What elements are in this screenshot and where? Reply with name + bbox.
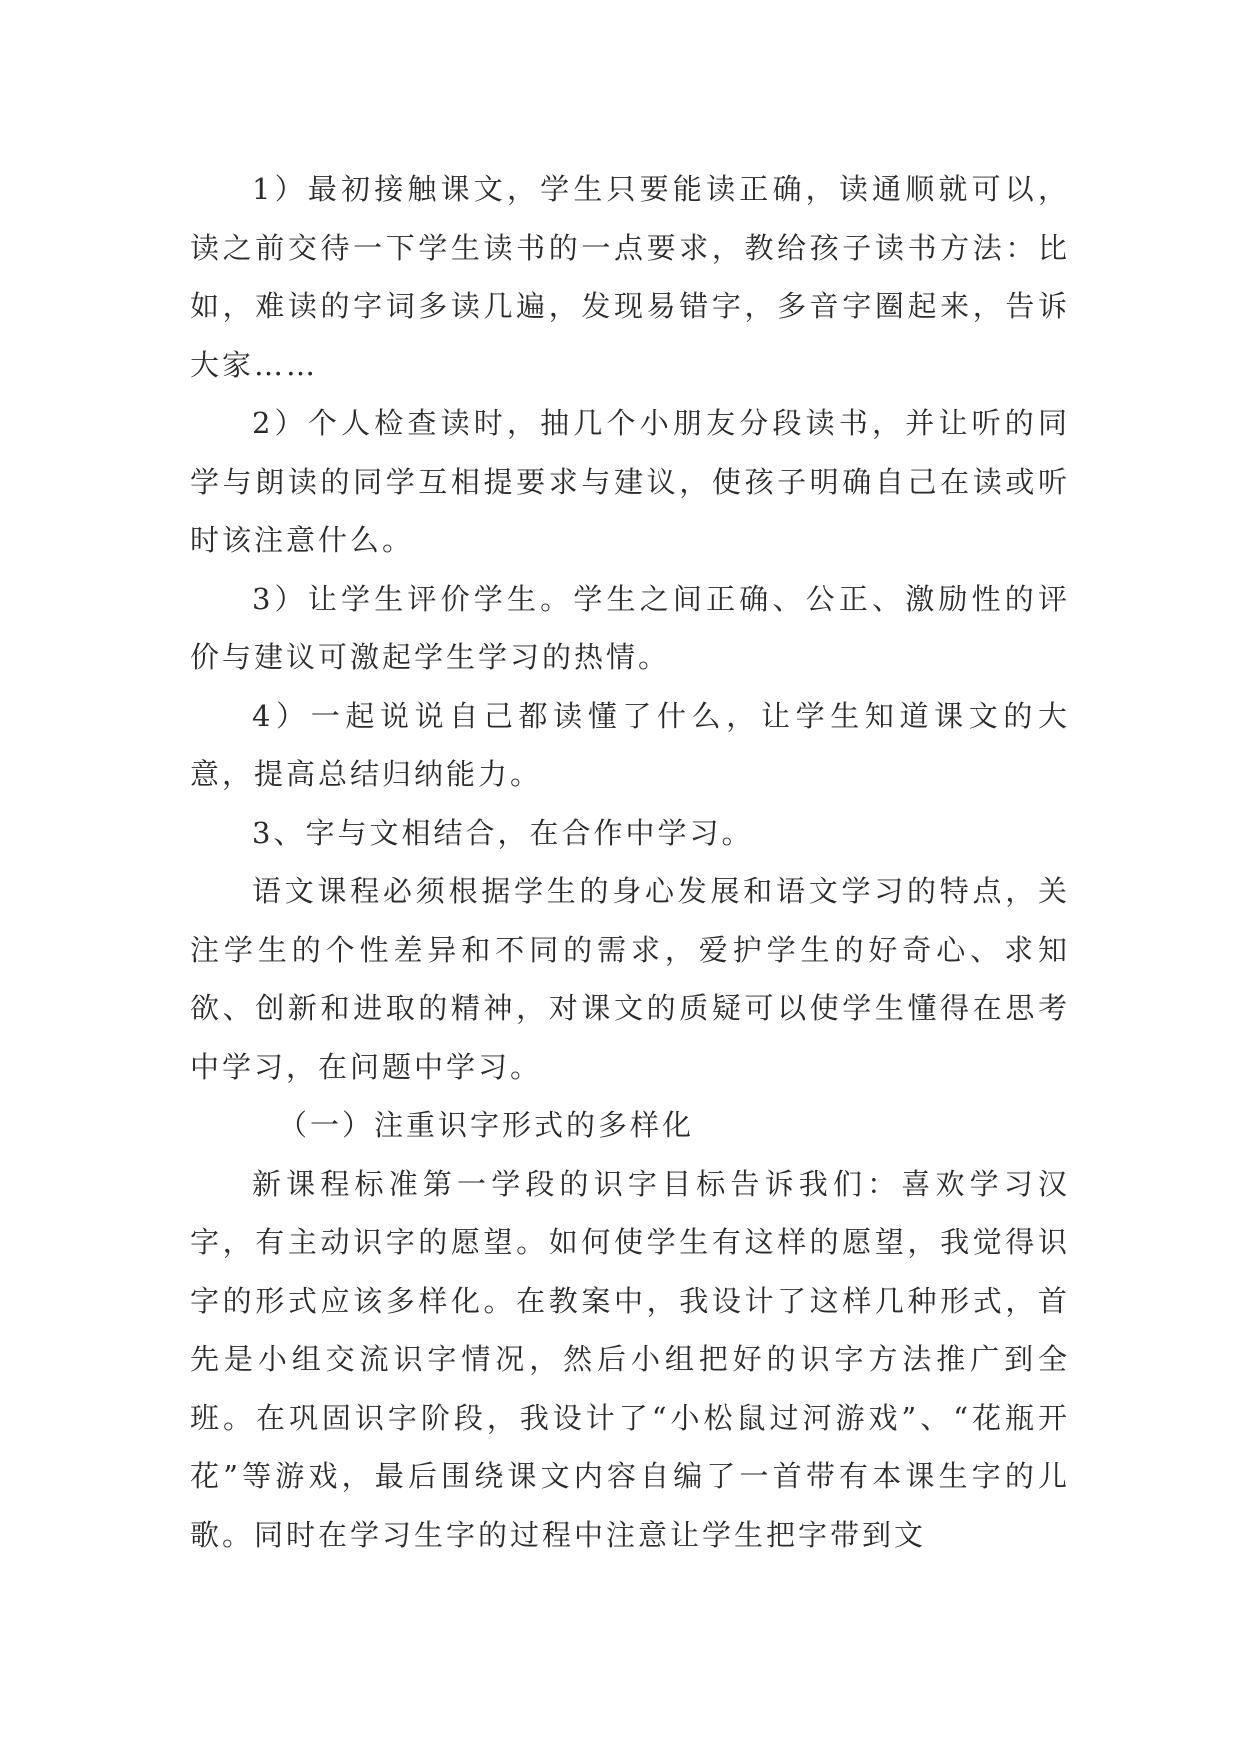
paragraph-literacy-goals: 新课程标准第一学段的识字目标告诉我们：喜欢学习汉字，有主动识字的愿望。如何使学生有这样的愿望，我觉得识字的形式应该多样化。在教案中，我设计了这样几种形式，首先是小组交流识字情况，然后小组把好的识字方法推广到全班。在巩固识字阶段，我设计了“小松鼠过河游戏”、“花瓶开花”等游戏，最后围绕课文内容自编了一首带有本课生字的儿歌。同时在学习生字的过程中注意让学生把字带到文 [190,1166,1070,1552]
section-heading-3: 3、字与文相结合，在合作中学习。 [252,815,754,850]
paragraph-curriculum: 语文课程必须根据学生的身心发展和语文学习的特点，关注学生的个性差异和不同的需求，爱护学生的好奇心、求知欲、创新和进取的精神，对课文的质疑可以使学生懂得在思考中学习，在问题中学习。 [190,874,1070,1084]
paragraph-reading-step-1: 1）最初接触课文，学生只要能读正确，读通顺就可以，读之前交待一下学生读书的一点要求，教给孩子读书方法：比如，难读的字词多读几遍，发现易错字，多音字圈起来，告诉大家…… [190,172,1070,382]
document-body [190,160,1070,1564]
paragraph-reading-step-2: 2）个人检查读时，抽几个小朋友分段读书，并让听的同学与朗读的同学互相提要求与建议，使孩子明确自己在读或听时该注意什么。 [190,406,1070,557]
sub-heading-literacy-forms: （一）注重识字形式的多样化 [278,1108,695,1142]
paragraph-reading-step-3: 3）让学生评价学生。学生之间正确、公正、激励性的评价与建议可激起学生学习的热情。 [190,581,1070,674]
paragraph-reading-step-4: 4）一起说说自己都读懂了什么，让学生知道课文的大意，提高总结归纳能力。 [190,698,1070,791]
